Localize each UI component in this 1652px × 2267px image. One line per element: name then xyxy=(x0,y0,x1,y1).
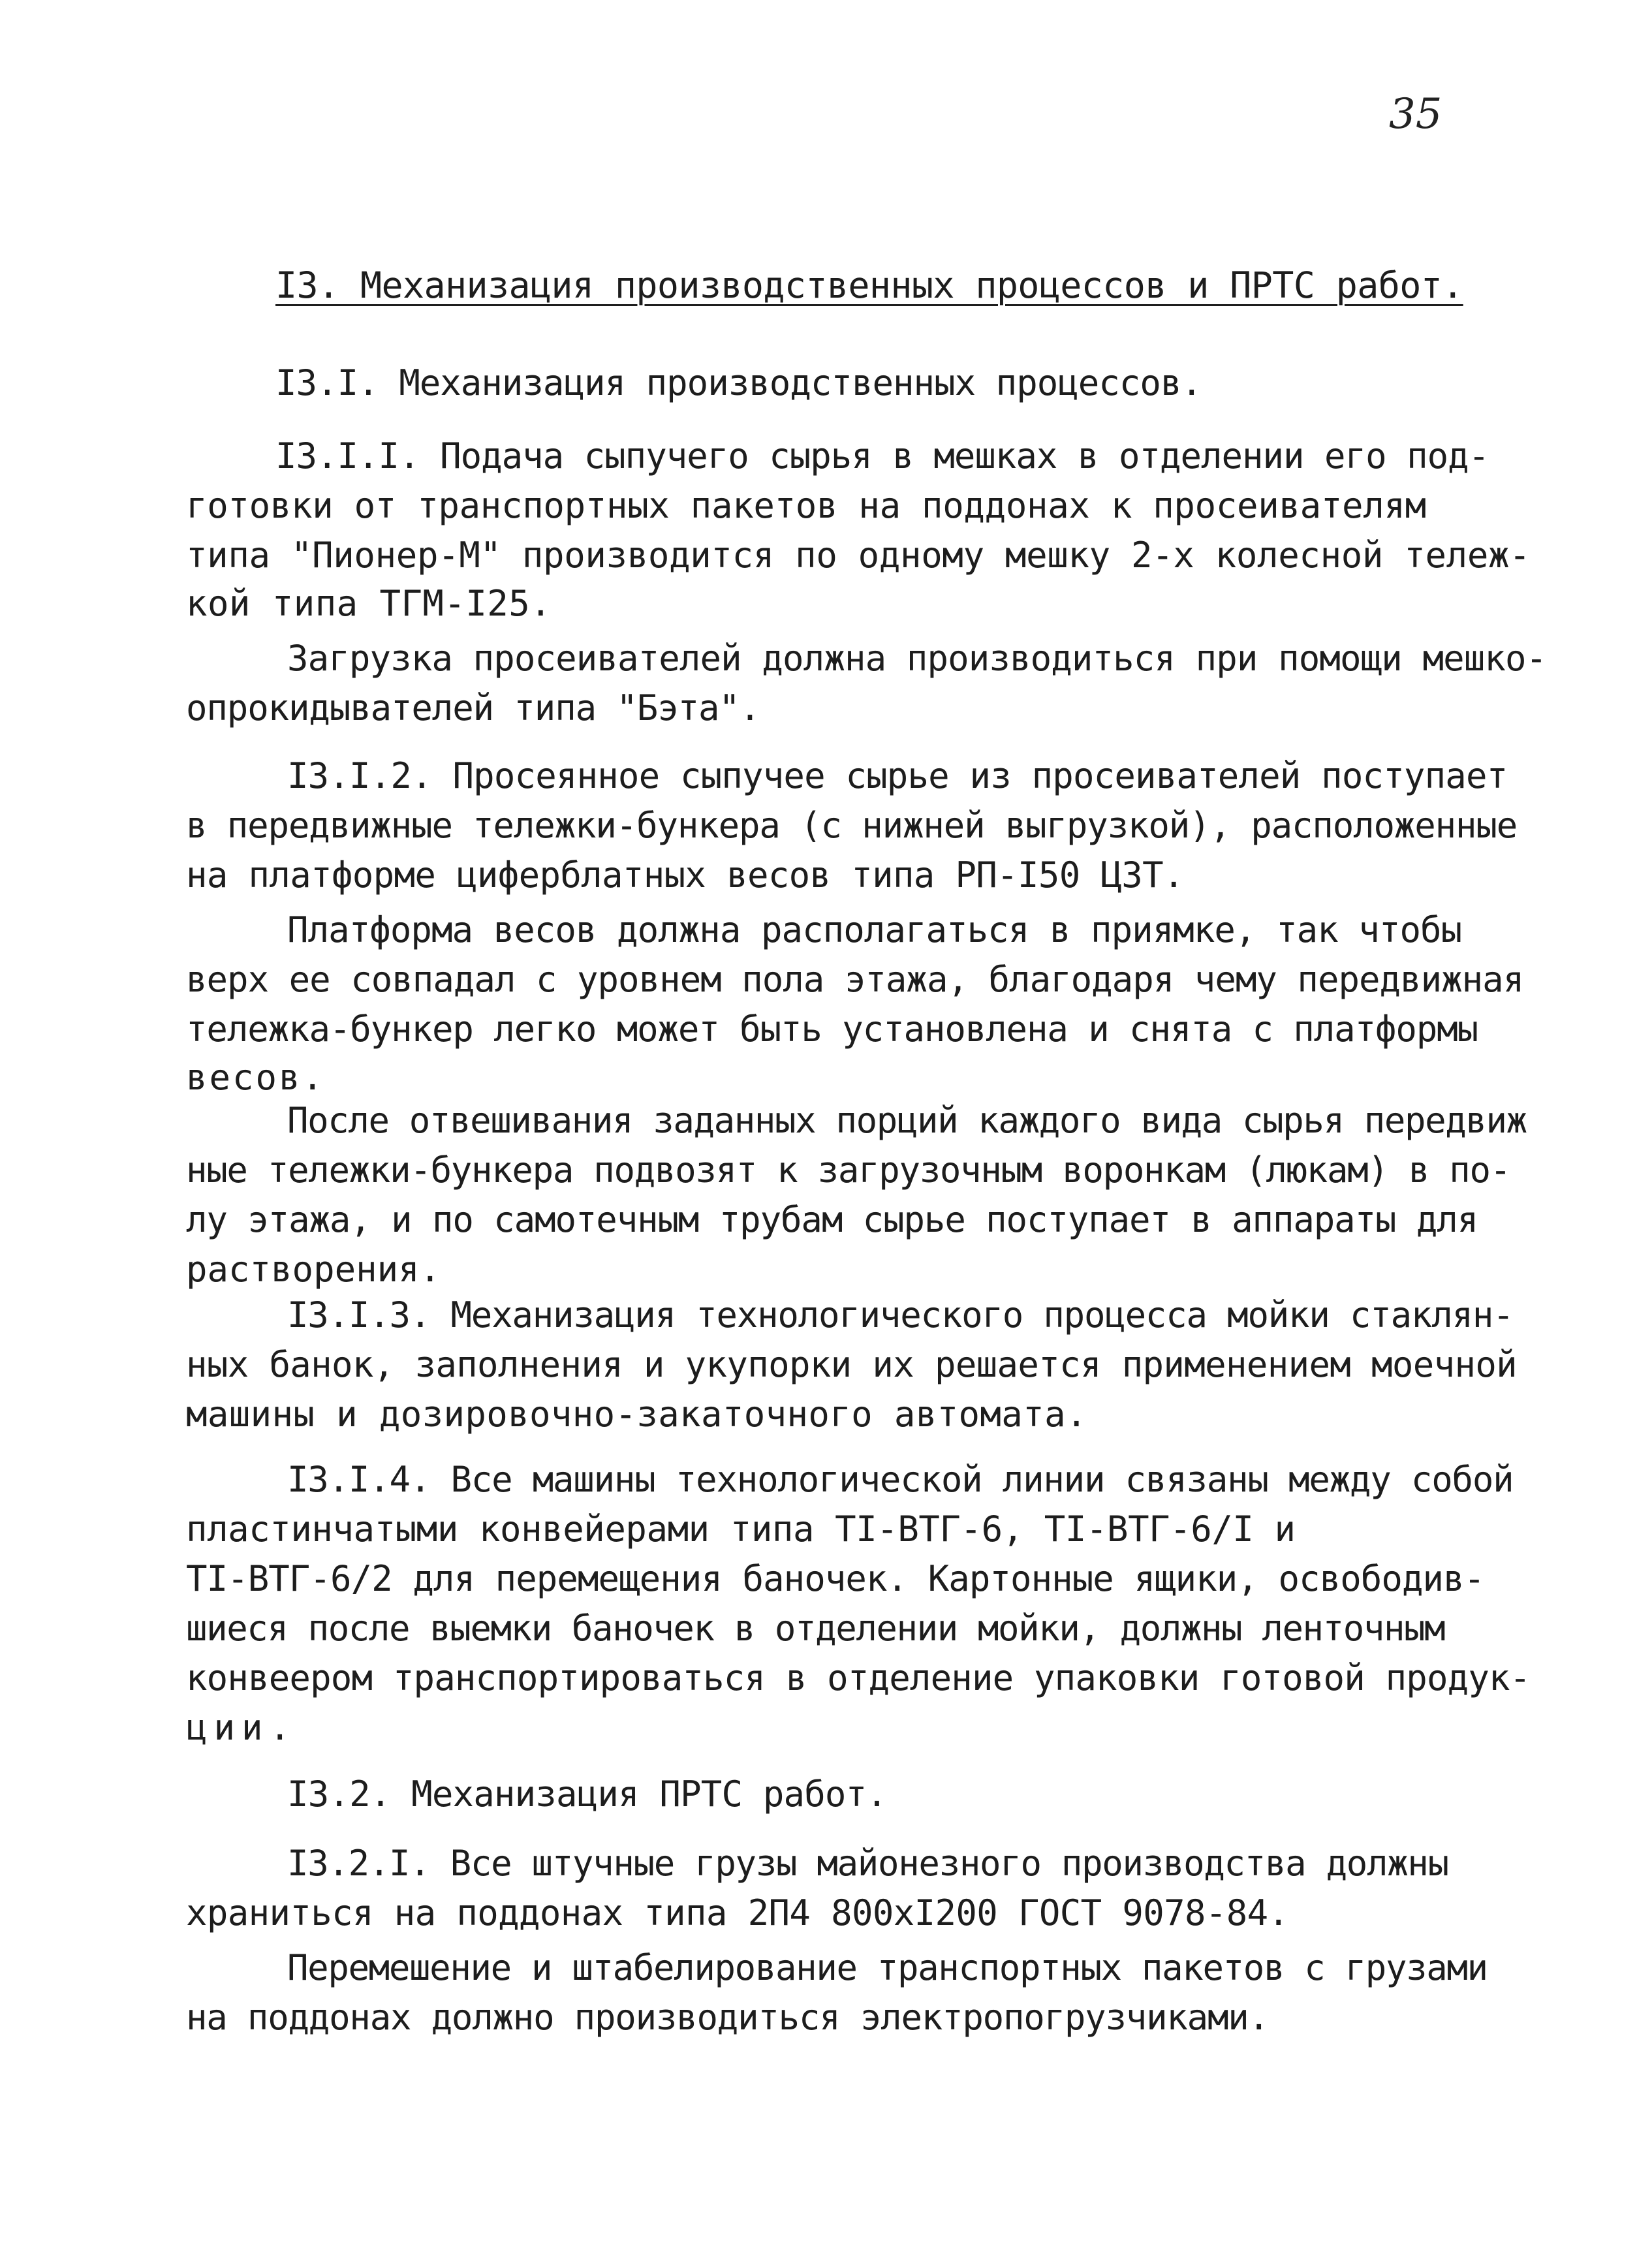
paragraph-line: ции. xyxy=(186,1707,298,1748)
paragraph-line: конвеером транспортироваться в отделение упаковки готовой продук- xyxy=(186,1657,1531,1698)
section-heading: I3. Механизация производственных процессов и ПРТС работ. xyxy=(275,264,1463,306)
paragraph-line: I3.I.I. Подача сыпучего сырья в мешках в отделении его под- xyxy=(275,435,1489,477)
paragraph-line: типа "Пионер-М" производится по одному мешку 2-х колесной тележ- xyxy=(186,535,1531,576)
paragraph-line: машины и дозировочно-закаточного автомата. xyxy=(186,1394,1087,1435)
paragraph-line: I3.I.2. Просеянное сыпучее сырье из просеивателей поступает xyxy=(287,755,1508,796)
paragraph-line: Загрузка просеивателей должна производиться при помощи мешко- xyxy=(287,638,1547,679)
paragraph-line: I3.I.3. Механизация технологического процесса мойки стаклян- xyxy=(287,1294,1514,1336)
paragraph-line: ные тележки-бункера подвозят к загрузочным воронкам (люкам) в по- xyxy=(186,1149,1510,1191)
paragraph-line: верх ее совпадал с уровнем пола этажа, благодаря чему передвижная xyxy=(186,959,1524,1000)
paragraph-line: I3.I.4. Все машины технологической линии связаны между собой xyxy=(287,1459,1514,1500)
paragraph-line: тележка-бункер легко может быть установлена и снята с платформы xyxy=(186,1008,1478,1050)
paragraph-line: I3.2.I. Все штучные грузы майонезного производства должны xyxy=(287,1843,1448,1884)
paragraph-line: кой типа ТГМ-I25. xyxy=(186,583,552,624)
paragraph-line: пластинчатыми конвейерами типа TI-ВТГ-6, TI-ВТГ-6/I и xyxy=(186,1509,1296,1550)
paragraph-line: опрокидывателей типа "Бэта". xyxy=(186,687,760,728)
paragraph-line: в передвижные тележки-бункера (с нижней выгрузкой), расположенные xyxy=(186,805,1518,846)
subsection-title-13-2: I3.2. Механизация ПРТС работ. xyxy=(287,1774,887,1815)
paragraph-line: лу этажа, и по самотечным трубам сырье поступает в аппараты для xyxy=(186,1199,1478,1240)
paragraph-line: растворения. xyxy=(186,1249,441,1290)
paragraph-line: TI-ВТГ-6/2 для перемещения баночек. Картонные ящики, освободив- xyxy=(186,1558,1485,1599)
paragraph-line: шиеся после выемки баночек в отделении мойки, должны ленточным xyxy=(186,1608,1445,1649)
paragraph-line: ных банок, заполнения и укупорки их решается применением моечной xyxy=(186,1344,1518,1385)
paragraph-line: на поддонах должно производиться электропогрузчиками. xyxy=(186,1997,1269,2038)
subsection-title-13-1: I3.I. Механизация производственных процессов. xyxy=(275,362,1202,403)
paragraph-line: на платформе циферблатных весов типа РП-I50 ЦЗТ. xyxy=(186,854,1184,896)
paragraph-line: После отвешивания заданных порций каждого вида сырья передвиж xyxy=(287,1100,1527,1141)
paragraph-line: храниться на поддонах типа 2П4 800хI200 ГОСТ 9078-84. xyxy=(186,1892,1289,1933)
page-number: 35 xyxy=(1389,90,1442,138)
paragraph-line: готовки от транспортных пакетов на поддонах к просеивателям xyxy=(186,485,1426,526)
paragraph-line: Перемешение и штабелирование транспортных пакетов с грузами xyxy=(287,1947,1488,1988)
paragraph-line: Платформа весов должна располагаться в приямке, так чтобы xyxy=(287,909,1462,950)
paragraph-line: весов. xyxy=(186,1057,326,1098)
